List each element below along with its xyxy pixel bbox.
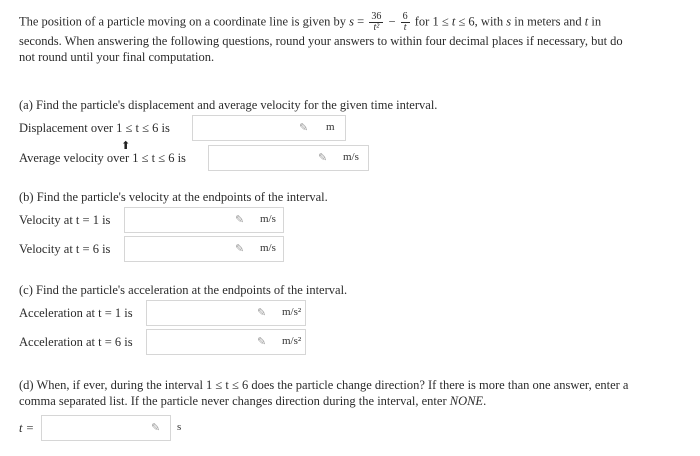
- part-d-line-1: (d) When, if ever, during the interval 1 ≤ t ≤ 6 does the particle change direction? If there is more than one answer, enter a: [19, 378, 629, 392]
- velocity-t1-unit: m/s: [260, 213, 276, 225]
- part-d-title: [19, 377, 689, 409]
- part-a-title: (a) Find the particle's displacement and average velocity for the given time interval.: [19, 98, 438, 112]
- var-s-2: s: [506, 14, 512, 29]
- for-text: for 1 ≤: [411, 14, 452, 29]
- t-label: t =: [19, 420, 35, 435]
- pencil-icon[interactable]: ✎: [318, 151, 328, 164]
- intro-text-1: The position of a particle moving on a coordinate line is given by: [19, 14, 350, 29]
- part-d-line-2: comma separated list. If the particle never changes direction during the interval, enter: [19, 394, 450, 408]
- minus: −: [385, 14, 399, 29]
- part-d-period: .: [483, 394, 487, 408]
- avg-velocity-unit: m/s: [343, 151, 359, 163]
- fraction-6-t: $\frac{6}{t}$: [402, 11, 408, 33]
- pencil-icon[interactable]: ✎: [257, 335, 267, 348]
- avg-velocity-label: Average velocity over 1 ≤ t ≤ 6 is: [19, 150, 186, 165]
- velocity-t6-unit: m/s: [260, 242, 276, 254]
- pencil-icon[interactable]: ✎: [235, 213, 245, 226]
- var-t-2: t: [584, 14, 589, 29]
- var-t: t: [451, 14, 456, 29]
- pencil-icon[interactable]: ✎: [257, 306, 267, 319]
- displacement-label: Displacement over 1 ≤ t ≤ 6 is: [19, 120, 170, 135]
- acceleration-t1-unit: m/s²: [282, 306, 302, 318]
- range-end: ≤ 6, with: [455, 14, 507, 29]
- part-b-title: (b) Find the particle's velocity at the endpoints of the interval.: [19, 190, 328, 204]
- fraction-36-t2: $\frac{36}{\text{t²}}$: [371, 11, 382, 33]
- displacement-unit: m: [326, 121, 335, 133]
- pencil-icon[interactable]: ✎: [235, 242, 245, 255]
- velocity-t6-label: Velocity at t = 6 is: [19, 241, 111, 256]
- part-c-title: (c) Find the particle's acceleration at the endpoints of the interval.: [19, 283, 348, 297]
- pencil-icon[interactable]: ✎: [151, 421, 161, 434]
- acceleration-t6-unit: m/s²: [282, 335, 302, 347]
- pencil-icon[interactable]: ✎: [299, 121, 309, 134]
- meters-text: in meters and: [511, 14, 585, 29]
- acceleration-t6-label: Acceleration at t = 6 is: [19, 334, 133, 349]
- equals: =: [354, 14, 368, 29]
- var-s: s: [349, 14, 355, 29]
- in-text: in: [588, 14, 602, 29]
- intro-text-2: seconds. When answering the following questions, round your answers to within four decimal places if necessary, but do: [19, 34, 623, 48]
- velocity-t1-label: Velocity at t = 1 is: [19, 212, 111, 227]
- none-keyword: NONE: [449, 394, 484, 408]
- problem-statement: [19, 12, 687, 65]
- t-unit: s: [177, 421, 182, 433]
- mouse-cursor-icon: ⬆: [121, 139, 131, 152]
- intro-text-3: not round until your final computation.: [19, 50, 215, 64]
- acceleration-t1-label: Acceleration at t = 1 is: [19, 305, 133, 320]
- displacement-input[interactable]: [192, 115, 346, 141]
